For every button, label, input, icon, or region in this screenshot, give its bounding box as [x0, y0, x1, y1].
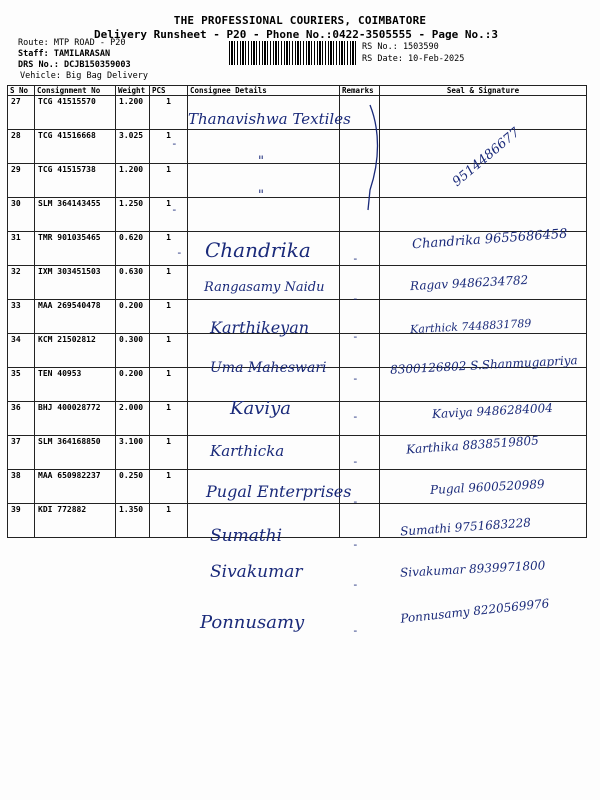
remarks-cell [340, 504, 380, 538]
pcs-cell: 1 [150, 164, 188, 198]
pcs-cell: 1 [150, 334, 188, 368]
remarks-cell [340, 232, 380, 266]
pcs-cell: 1 [150, 368, 188, 402]
table-row [8, 198, 587, 232]
remarks-cell [340, 300, 380, 334]
sno-cell: 31 [8, 232, 35, 266]
hw-consignee-33: Uma Maheswari [210, 360, 327, 376]
consignment-cell: SLM 364168850 [35, 436, 116, 470]
hw-dash-mark: - [171, 203, 178, 216]
pcs-cell: 1 [150, 130, 188, 164]
weight-cell: 0.630 [116, 266, 150, 300]
remarks-cell [340, 436, 380, 470]
hw-dash-mark: - [352, 410, 359, 423]
barcode [229, 41, 356, 65]
staff-field: Staff: TAMILARASAN [18, 49, 111, 59]
hw-dash-mark: - [352, 538, 359, 551]
company-title: THE PROFESSIONAL COURIERS, COIMBATORE [173, 14, 427, 27]
hw-seal-29: 9514486677 [449, 125, 523, 190]
hw-dash-mark: - [171, 137, 178, 150]
pcs-cell: 1 [150, 436, 188, 470]
hw-dash-mark: - [352, 495, 359, 508]
consignment-cell: MAA 650982237 [35, 470, 116, 504]
hw-dash-mark: - [352, 252, 359, 265]
hw-consignee-34: Kaviya [230, 398, 292, 419]
pcs-cell: 1 [150, 198, 188, 232]
consignment-cell: TCG 41516668 [35, 130, 116, 164]
sno-cell: 39 [8, 504, 35, 538]
hw-seal-31: Ragav 9486234782 [409, 272, 529, 294]
weight-cell: 1.200 [116, 96, 150, 130]
hw-consignee-30: Chandrika [205, 238, 311, 262]
hw-seal-32: Karthick 7448831789 [409, 316, 532, 337]
hw-seal-30: Chandrika 9655686458 [411, 226, 568, 253]
sno-cell: 34 [8, 334, 35, 368]
hw-consignee-36: Pugal Enterprises [206, 482, 352, 501]
weight-cell: 3.025 [116, 130, 150, 164]
sno-cell: 35 [8, 368, 35, 402]
route-field: Route: MTP ROAD - P20 [18, 38, 126, 48]
weight-cell: 0.300 [116, 334, 150, 368]
consignment-cell: TCG 41515738 [35, 164, 116, 198]
remarks-cell [340, 402, 380, 436]
hw-dash-mark: - [352, 330, 359, 343]
sno-cell: 28 [8, 130, 35, 164]
hw-seal-37: Sumathi 9751683228 [399, 515, 532, 539]
weight-cell: 0.620 [116, 232, 150, 266]
sno-cell: 36 [8, 402, 35, 436]
hw-dash-mark: - [352, 292, 359, 305]
runsheet-subtitle: Delivery Runsheet - P20 - Phone No.:0422-3505555 - Page No.:3 [94, 28, 498, 41]
hw-dash-mark: - [352, 578, 359, 591]
remarks-cell [340, 334, 380, 368]
table-row [8, 164, 587, 198]
col-seal: Seal & Signature [380, 86, 587, 96]
weight-cell: 2.000 [116, 402, 150, 436]
pcs-cell: 1 [150, 470, 188, 504]
weight-cell: 0.200 [116, 368, 150, 402]
hw-seal-34: Kaviya 9486284004 [431, 400, 554, 422]
col-consignment: Consignment No [35, 86, 116, 96]
consignment-cell: TCG 41515570 [35, 96, 116, 130]
pcs-cell: 1 [150, 300, 188, 334]
weight-cell: 0.250 [116, 470, 150, 504]
hw-consignee-29: " [258, 188, 264, 203]
consignment-cell: MAA 269540478 [35, 300, 116, 334]
sno-cell: 32 [8, 266, 35, 300]
col-weight: Weight [116, 86, 150, 96]
sno-cell: 33 [8, 300, 35, 334]
hw-consignee-28: " [258, 154, 264, 169]
consignment-cell: KCM 21502812 [35, 334, 116, 368]
rs-number: RS No.: 1503590 [362, 42, 439, 52]
consignment-cell: BHJ 400028772 [35, 402, 116, 436]
weight-cell: 1.350 [116, 504, 150, 538]
remarks-cell [340, 368, 380, 402]
hw-dash-mark: - [352, 372, 359, 385]
pcs-cell: 1 [150, 504, 188, 538]
hw-consignee-32: Karthikeyan [210, 318, 310, 337]
hw-seal-38: Sivakumar 8939971800 [399, 558, 546, 580]
hw-seal-35: Karthika 8838519805 [405, 433, 540, 457]
hw-consignee-31: Rangasamy Naidu [204, 280, 325, 295]
hw-dash-mark: - [176, 246, 183, 259]
consignment-cell: IXM 303451503 [35, 266, 116, 300]
pcs-cell: 1 [150, 96, 188, 130]
hw-dash-mark: - [352, 624, 359, 637]
hw-dash-mark: - [352, 455, 359, 468]
hw-consignee-37: Sumathi [210, 526, 283, 546]
consignment-cell: KDI 772882 [35, 504, 116, 538]
seal-cell [380, 96, 587, 130]
hw-seal-36: Pugal 9600520989 [429, 477, 545, 497]
consignment-cell: TMR 901035465 [35, 232, 116, 266]
drs-field: DRS No.: DCJB150359003 [18, 60, 131, 70]
hw-consignee-35: Karthicka [210, 442, 285, 460]
remarks-cell [340, 266, 380, 300]
col-pcs: PCS [150, 86, 188, 96]
sno-cell: 30 [8, 198, 35, 232]
rs-date: RS Date: 10-Feb-2025 [362, 54, 465, 64]
hw-consignee-39: Ponnusamy [200, 612, 305, 633]
hw-seal-33: 8300126802 S.Shanmugapriya [389, 353, 578, 377]
sno-cell: 38 [8, 470, 35, 504]
consignment-cell: SLM 364143455 [35, 198, 116, 232]
pcs-cell: 1 [150, 402, 188, 436]
hw-seal-39: Ponnusamy 8220569976 [399, 596, 550, 626]
sno-cell: 37 [8, 436, 35, 470]
pcs-cell: 1 [150, 266, 188, 300]
vehicle-field: Vehicle: Big Bag Delivery [20, 71, 148, 81]
weight-cell: 1.200 [116, 164, 150, 198]
weight-cell: 0.200 [116, 300, 150, 334]
weight-cell: 1.250 [116, 198, 150, 232]
col-sno: S No [8, 86, 35, 96]
table-header-row [8, 86, 587, 96]
col-remarks: Remarks [340, 86, 380, 96]
weight-cell: 3.100 [116, 436, 150, 470]
consignment-cell: TEN 40953 [35, 368, 116, 402]
hw-bracket-mark [340, 100, 390, 220]
hw-consignee-27: Thanavishwa Textiles [188, 110, 351, 128]
col-consignee: Consignee Details [188, 86, 340, 96]
sno-cell: 29 [8, 164, 35, 198]
pcs-cell: 1 [150, 232, 188, 266]
hw-consignee-38: Sivakumar [210, 562, 303, 582]
sno-cell: 27 [8, 96, 35, 130]
